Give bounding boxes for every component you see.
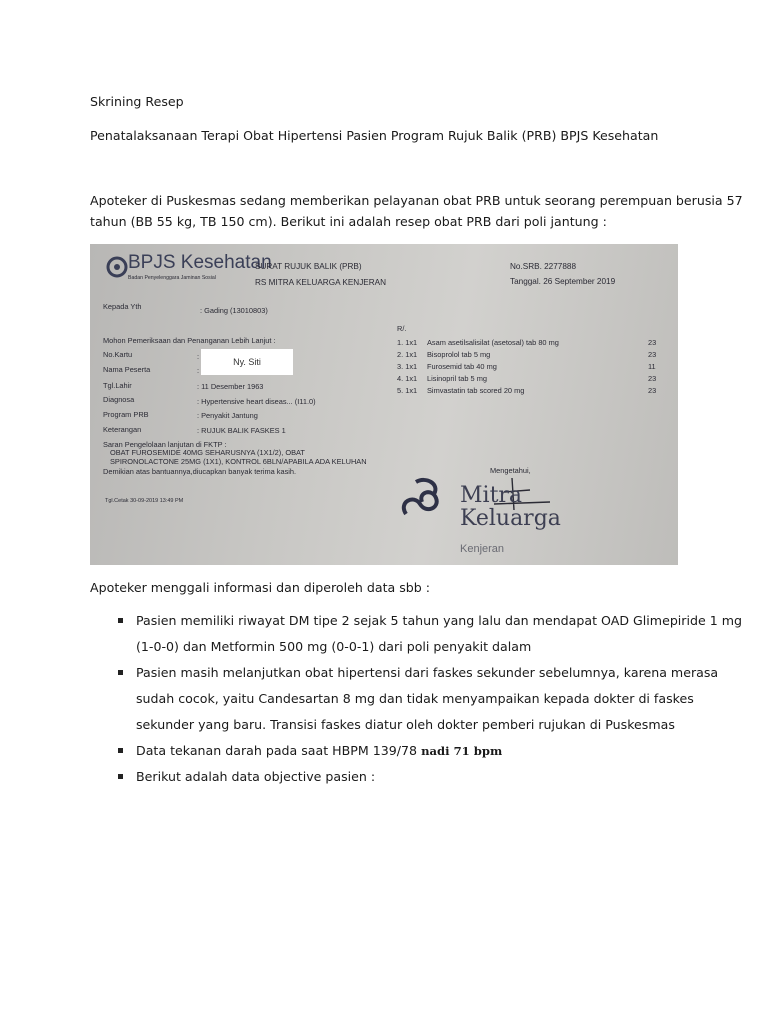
med-name: Lisinopril tab 5 mg	[427, 374, 487, 383]
stamp-text-kenjeran: Kenjeran	[460, 543, 505, 555]
bullet-2-line-1: Pasien masih melanjutkan obat hipertensi dari faskes sekunder sebelumnya, karena merasa	[136, 665, 719, 680]
bullet-1-line-1: Pasien memiliki riwayat DM tipe 2 sejak 5 tahun yang lalu dan mendapat OAD Glimepiride 1 mg	[136, 613, 743, 628]
saran-closing: Demikian atas bantuannya,diucapkan banyak terima kasih.	[103, 467, 297, 476]
findings-intro: Apoteker menggali informasi dan diperoleh data sbb :	[90, 580, 431, 595]
bullet-4: Berikut adalah data objective pasien :	[136, 769, 376, 784]
bullet-icon	[118, 670, 123, 675]
med-no: 5. 1x1	[397, 386, 418, 395]
bullet-icon	[118, 748, 123, 753]
field-value-keterangan: : RUJUK BALIK FASKES 1	[197, 426, 286, 435]
logo-text: BPJS Kesehatan	[128, 252, 272, 273]
bullet-2-line-2: sudah cocok, yaitu Candesartan 8 mg dan tidak menyampaikan kepada dokter di faskes	[136, 691, 694, 706]
print-date: Tgl.Cetak 30-09-2019 13:49 PM	[105, 498, 184, 504]
med-qty: 23	[648, 350, 657, 359]
med-qty: 23	[648, 338, 657, 347]
mohon-text: Mohon Pemeriksaan dan Penanganan Lebih Lanjut :	[103, 336, 276, 345]
field-label-diagnosa: Diagnosa	[103, 395, 135, 404]
logo-subtext: Badan Penyelenggara Jaminan Sosial	[128, 275, 216, 281]
field-label-nama: Nama Peserta	[103, 365, 151, 374]
med-qty: 23	[648, 386, 657, 395]
med-no: 1. 1x1	[397, 338, 418, 347]
bullet-2-line-3: sekunder yang baru. Transisi faskes diatur oleh dokter pemberi rujukan di Puskesmas	[136, 717, 675, 732]
saran-title: Saran Pengelolaan lanjutan di FKTP :	[103, 440, 227, 449]
mitra-keluarga-stamp-icon	[396, 472, 456, 532]
field-label-kartu: No.Kartu	[103, 350, 133, 359]
field-label-keterangan: Keterangan	[103, 425, 142, 434]
field-value-program: : Penyakit Jantung	[197, 411, 258, 420]
pulse-reading: nadi 71 bpm	[421, 744, 503, 758]
heading: Skrining Resep	[90, 94, 184, 109]
intro-line-2: tahun (BB 55 kg, TB 150 cm). Berikut ini adalah resep obat PRB dari poli jantung :	[90, 214, 607, 229]
med-qty: 11	[648, 362, 656, 371]
stamp-text-mitra: Mitra	[460, 483, 523, 508]
med-name: Simvastatin tab scored 20 mg	[427, 386, 525, 395]
field-value-kartu: :	[197, 352, 200, 361]
kepada-label: Kepada Yth	[103, 302, 142, 311]
redacted-name: Ny. Siti	[201, 349, 293, 375]
med-name: Bisoprolol tab 5 mg	[427, 350, 491, 359]
prescription-photo	[90, 244, 678, 565]
field-label-program: Program PRB	[103, 410, 149, 419]
bp-reading: Data tekanan darah pada saat HBPM 139/78	[136, 743, 418, 758]
kepada-value: : Gading (13010803)	[200, 306, 268, 315]
med-name: Furosemid tab 40 mg	[427, 362, 497, 371]
med-qty: 23	[648, 374, 657, 383]
bullet-icon	[118, 774, 123, 779]
saran-line-2: SPIRONOLACTONE 25MG (1X1), KONTROL 6BLN/APABILA ADA KELUHAN	[110, 457, 367, 466]
srb-number: No.SRB. 2277888	[510, 262, 576, 271]
stamp-text-keluarga: Keluarga	[460, 506, 561, 531]
med-name: Asam asetilsalisilat (asetosal) tab 80 mg	[427, 338, 559, 347]
mengetahui-text: Mengetahui,	[490, 466, 531, 475]
saran-line-1: OBAT FUROSEMIDE 40MG SEHARUSNYA (1X1/2), OBAT	[110, 448, 305, 457]
subtitle: Penatalaksanaan Terapi Obat Hipertensi Pasien Program Rujuk Balik (PRB) BPJS Kesehatan	[90, 128, 659, 143]
field-value-nama: :	[197, 366, 200, 375]
document-title: SURAT RUJUK BALIK (PRB)	[255, 262, 362, 271]
field-value-diagnosa: : Hypertensive heart diseas... (I11.0)	[197, 397, 316, 406]
bullet-3	[136, 742, 502, 760]
bullet-1-line-2: (1-0-0) dan Metformin 500 mg (0-0-1) dari poli penyakit dalam	[136, 639, 532, 654]
referral-date: Tanggal. 26 September 2019	[510, 277, 616, 286]
med-no: 4. 1x1	[397, 374, 418, 383]
bullet-icon	[118, 618, 123, 623]
rx-symbol: R/.	[397, 324, 407, 333]
med-no: 2. 1x1	[397, 350, 418, 359]
intro-line-1: Apoteker di Puskesmas sedang memberikan pelayanan obat PRB untuk seorang perempuan berusia 57	[90, 193, 743, 208]
med-no: 3. 1x1	[397, 362, 418, 371]
hospital-name: RS MITRA KELUARGA KENJERAN	[255, 278, 387, 287]
field-label-lahir: Tgl.Lahir	[103, 381, 132, 390]
field-value-lahir: : 11 Desember 1963	[197, 382, 264, 391]
bpjs-logo-icon	[106, 256, 128, 278]
